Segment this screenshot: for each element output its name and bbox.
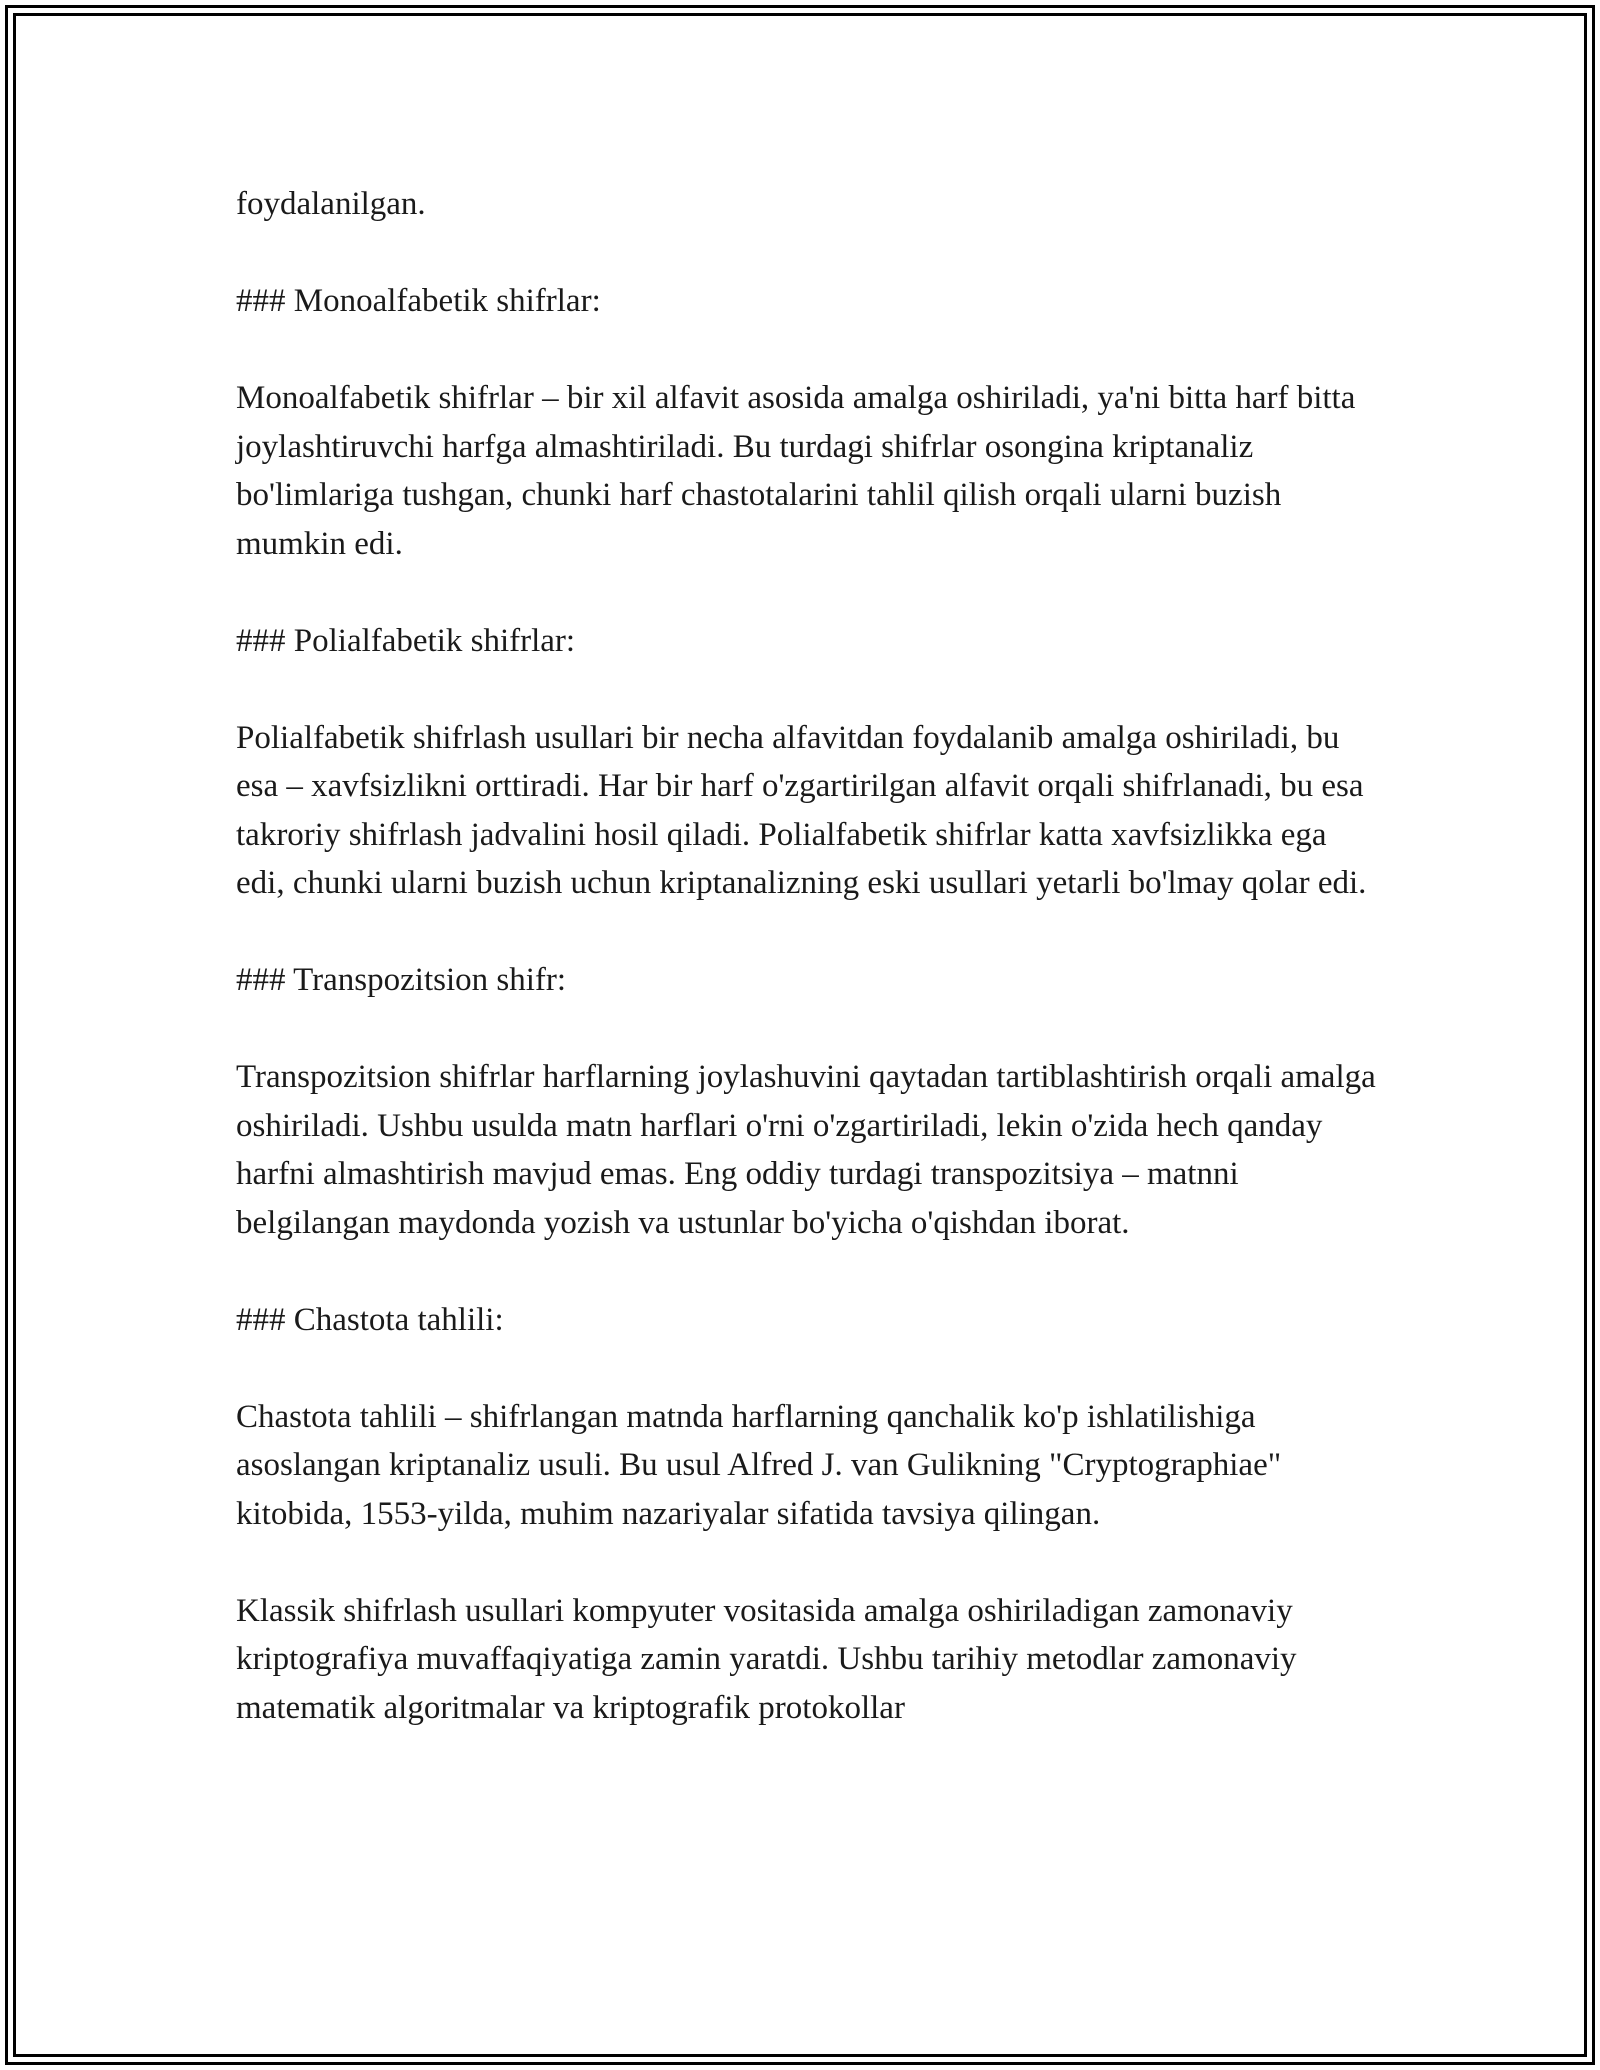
paragraph-polialfabetik: Polialfabetik shifrlash usullari bir necha alfavitdan foydalanib amalga oshiriladi, bu esa – xavfsizlikni orttiradi. Har bir harf o'zgartirilgan alfavit orqali shifrlanadi, bu esa takroriy shifrlash jadvalini hosil qiladi. Polialfabetik shifrlar katta xavfsizlikka ega edi, chunki ularni buzish uchun kriptanalizning eski usullari yetarli bo'lmay qolar edi. — [236, 719, 1367, 901]
document-body — [236, 180, 1376, 1732]
paragraph-chastota: Chastota tahlili – shifrlangan matnda harflarning qanchalik ko'p ishlatilishiga asoslangan kriptanaliz usuli. Bu usul Alfred J. van Gulikning "Cryptographiae" kitobida, 1553-yilda, muhim nazariyalar sifatida tavsiya qilingan. — [236, 1398, 1282, 1532]
heading-polialfabetik: ### Polialfabetik shifrlar: — [236, 622, 576, 659]
heading-chastota: ### Chastota tahlili: — [236, 1301, 504, 1338]
paragraph-transpozitsion: Transpozitsion shifrlar harflarning joylashuvini qaytadan tartiblashtirish orqali amalga oshiriladi. Ushbu usulda matn harflari o'rni o'zgartiriladi, lekin o'zida hech qanday harfni almashtirish mavjud emas. Eng oddiy turdagi transpozitsiya – matnni belgilangan maydonda yozish va ustunlar bo'yicha o'qishdan iborat. — [236, 1059, 1376, 1241]
paragraph-continuation: foydalanilgan. — [236, 186, 426, 222]
heading-transpozitsion: ### Transpozitsion shifr: — [236, 962, 567, 998]
heading-monoalfabetik: ### Monoalfabetik shifrlar: — [236, 283, 601, 319]
paragraph-klassik: Klassik shifrlash usullari kompyuter vositasida amalga oshiriladigan zamonaviy kriptografiya muvaffaqiyatiga zamin yaratdi. Ushbu tarihiy metodlar zamonaviy matematik algoritmalar va kriptografik protokollar — [236, 1592, 1297, 1726]
paragraph-monoalfabetik: Monoalfabetik shifrlar – bir xil alfavit asosida amalga oshiriladi, ya'ni bitta harf bitta joylashtiruvchi harfga almashtiriladi. Bu turdagi shifrlar osongina kriptanaliz bo'limlariga tushgan, chunki harf chastotalarini tahlil qilish orqali ularni buzish mumkin edi. — [236, 380, 1356, 562]
